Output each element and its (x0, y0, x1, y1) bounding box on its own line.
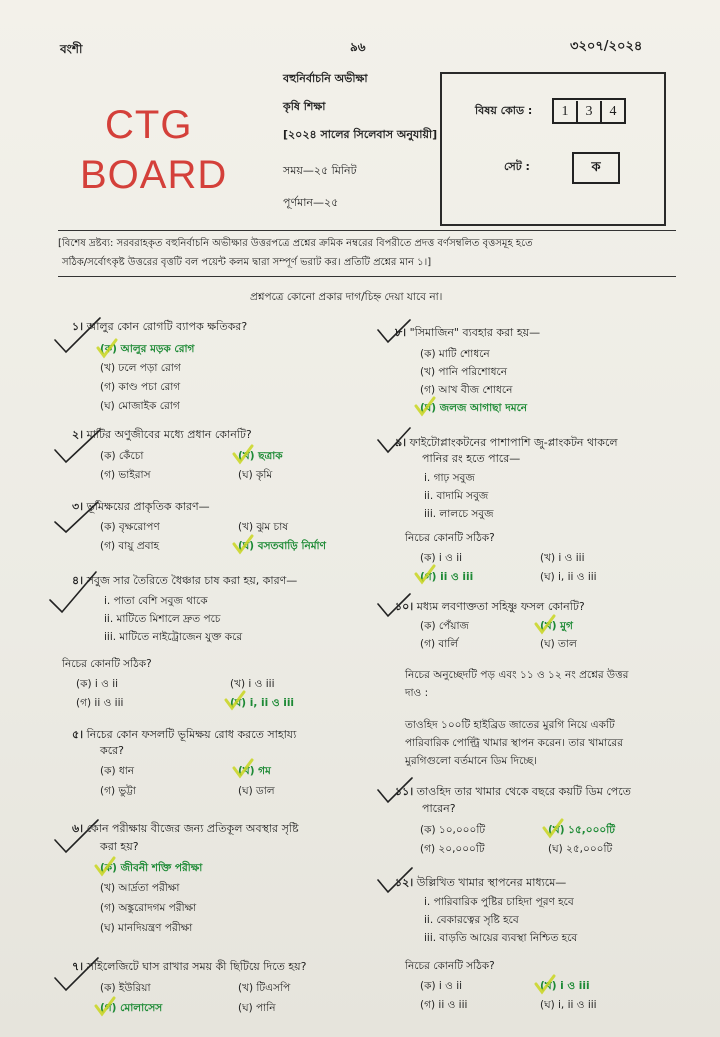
option: (ঘ) জলজ আগাছা দমনে (420, 402, 528, 414)
option: (খ) মুগ (540, 620, 573, 632)
instruction-line1: [বিশেষ দ্রষ্টব্য: সরবরাহকৃত বহুনির্বাচনি অভীক্ষার উত্তরপত্রে প্রশ্নের ক্রমিক নম্বরের বিপরীতে প্রদত্ত বর্ণসম্বলিত বৃত্তসমূহ হতে (58, 238, 533, 249)
answer-tick-icon (98, 340, 116, 356)
question-text: মধ্যম লবণাক্ততা সহিষ্ণু ফসল কোনটি? (416, 600, 585, 613)
logo-line2: BOARD (80, 153, 228, 197)
question-number: ১১। (395, 785, 414, 798)
question-text: উল্লিখিত খামার স্থাপনের মাধ্যমে— (416, 876, 567, 889)
answer-tick-icon (234, 760, 252, 776)
option: (ঘ) ২৫,০০০টি (548, 843, 613, 855)
option: (খ) i ও iii (540, 552, 585, 564)
option: (খ) ঝুম চাষ (238, 521, 289, 533)
question-text: তাওহিদ তার খামার থেকে বছরে কয়টি ডিম পেতে (416, 785, 631, 798)
option: (গ) কাণ্ড পচা রোগ (100, 381, 181, 393)
which-correct: নিচের কোনটি সঠিক? (405, 532, 495, 544)
question-number: ৬। (72, 822, 84, 835)
question-number: ২। (72, 428, 84, 441)
answer-tick-icon (234, 536, 252, 552)
question-text: আলুর কোন রোগটি ব্যাপক ক্ষতিকর? (86, 320, 248, 333)
option: (গ) মোলাসেস (100, 1002, 163, 1014)
option: (গ) অঙ্কুরোদগম পরীক্ষা (100, 902, 197, 914)
question-number: ১২। (395, 876, 414, 889)
question-text-cont: করা হয়? (100, 840, 139, 853)
question-text: ফাইটোপ্লাংকটনের পাশাপাশি জু-প্লাংকটন থাকলে (409, 436, 618, 449)
option: (ক) জীবনী শক্তি পরীক্ষা (100, 862, 203, 874)
option: (ঘ) পানি (238, 1002, 276, 1014)
option: (ঘ) i, ii ও iii (230, 697, 295, 709)
option: (খ) ঢলে পড়া রোগ (100, 362, 181, 374)
check-mark-icon (378, 320, 410, 342)
code-digit: 4 (609, 104, 617, 119)
statement: i. গাঢ় সবুজ (424, 472, 475, 484)
check-mark-icon (378, 868, 412, 892)
statement: ii. বাদামি সবুজ (424, 490, 489, 502)
option: (গ) ভাইরাস (100, 469, 151, 481)
board-short: বংশী (60, 42, 83, 56)
answer-tick-icon (234, 446, 252, 462)
set-label: সেট : (504, 160, 530, 173)
option: (গ) ভুট্টা (100, 785, 136, 797)
set-value: ক (572, 152, 620, 184)
question-text-cont: করে? (100, 744, 125, 757)
option: (ঘ) ডাল (238, 785, 275, 797)
question-number: ৫। (72, 728, 84, 741)
passage-line: তাওহিদ ১০০টি হাইব্রিড জাতের মুরগি নিয়ে একটি (405, 719, 615, 731)
answer-tick-icon (536, 976, 554, 992)
option: (ক) i ও ii (420, 552, 463, 564)
option: (ক) আলুর মড়ক রোগ (100, 343, 195, 355)
full-marks: পূর্ণমান—২৫ (283, 196, 339, 209)
option: (ঘ) মোজাইক রোগ (100, 400, 180, 412)
subject-code-label: বিষয় কোড : (475, 104, 533, 117)
check-mark-icon (378, 778, 412, 802)
option: (গ) বায়ু প্রবাহ (100, 540, 160, 552)
check-mark-icon (55, 502, 98, 532)
option: (ঘ) i, ii ও iii (540, 571, 597, 583)
option: (গ) আখ বীজ শোধনে (420, 384, 513, 396)
check-mark-icon (378, 428, 410, 452)
passage-instruction: নিচের অনুচ্ছেদটি পড় এবং ১১ ও ১২ নং প্রশ্নের উত্তর (405, 669, 629, 681)
code-digit: 1 (554, 101, 578, 123)
option: (খ) পানি পরিশোধনে (420, 366, 507, 378)
page-number: ৯৬ (350, 40, 366, 54)
option: (গ) ২০,০০০টি (420, 843, 485, 855)
question-text: নিচের কোন ফসলটি ভূমিক্ষয় রোধ করতে সাহায্য (86, 728, 297, 741)
question-number: ১। (72, 320, 84, 333)
option: (ক) পেঁয়াজ (420, 620, 469, 632)
option: (গ) ii ও iii (76, 697, 124, 709)
answer-tick-icon (416, 398, 434, 414)
statement: i. পাতা বেশি সবুজ থাকে (104, 595, 208, 607)
option: (ক) মাটি শোধনে (420, 348, 490, 360)
statement: iii. মাটিতে নাইট্রোজেন যুক্ত করে (104, 631, 243, 643)
check-mark-icon (55, 430, 100, 462)
question-number: ১০। (395, 600, 414, 613)
paper-code: ৩২০৭/২০২৪ (570, 39, 643, 54)
option: (গ) বার্লি (420, 638, 459, 650)
which-correct: নিচের কোনটি সঠিক? (62, 658, 152, 670)
option: (ক) ১০,০০০টি (420, 824, 486, 836)
option: (ঘ) কৃমি (238, 469, 273, 481)
answer-tick-icon (226, 692, 244, 708)
logo-line1: CTG (105, 103, 193, 147)
passage-line: পারিবারিক পোল্ট্রি খামার স্থাপন করেন। তার খামারের (405, 737, 623, 749)
passage-line: মুরগিগুলো বর্তমানে ডিম দিচ্ছে। (405, 755, 537, 767)
option: (খ) i ও iii (230, 678, 275, 690)
check-mark-icon (55, 958, 98, 990)
question-number: ৪। (72, 574, 84, 587)
question-text-cont: পারেন? (422, 802, 456, 815)
check-mark-icon (55, 318, 100, 352)
statement: ii. বেকারত্বের সৃষ্টি হবে (424, 914, 519, 926)
option: (ঘ) মানদিয়ন্ত্রণ পরীক্ষা (100, 922, 193, 934)
instruction-line2: সঠিক/সর্বোৎকৃষ্ট উত্তরের বৃত্তটি বল পয়েন্ট কলম দ্বারা সম্পূর্ণ ভরাট কর। প্রতিটি প্রশ্নের মান ১।] (62, 257, 432, 268)
check-mark-icon (50, 572, 96, 612)
statement: iii. লালচে সবুজ (424, 508, 494, 520)
option: (ক) ইউরিয়া (100, 982, 151, 994)
option: (ক) i ও ii (76, 678, 119, 690)
no-mark-note: প্রশ্নপত্রে কোনো প্রকার দাগ/চিহ্ন দেয়া যাবে না। (250, 291, 443, 303)
option: (ঘ) i, ii ও iii (540, 999, 597, 1011)
statement: iii. বাড়তি আয়ের ব্যবস্থা নিশ্চিত হবে (424, 932, 578, 944)
answer-tick-icon (96, 858, 114, 874)
option: (ঘ) তাল (540, 638, 577, 650)
code-digit: 3 (578, 101, 602, 123)
question-number: ৯। (395, 436, 407, 449)
question-text: সবুজ সার তৈরিতে ধৈঞ্চার চাষ করা হয়, কারণ— (86, 574, 298, 587)
option: (খ) ১৫,০০০টি (548, 824, 615, 836)
option: (খ) টিএসপি (238, 982, 291, 994)
check-mark-icon (55, 820, 98, 852)
question-text-cont: পানির রং হতে পারে— (422, 452, 521, 465)
option: (ক) বৃক্ষরোপণ (100, 521, 160, 533)
question-text: "সিমাজিন" ব্যবহার করা হয়— (409, 326, 541, 339)
statement: ii. মাটিতে মিশালে দ্রুত পচে (104, 613, 221, 625)
question-text: মাটির অণুজীবের মধ্যে প্রধান কোনটি? (86, 428, 252, 441)
syllabus-note: [২০২৪ সালের সিলেবাস অনুযায়ী] (283, 128, 438, 141)
question-number: ৭। (72, 960, 84, 973)
question-text: কোন পরীক্ষায় বীজের জন্য প্রতিকূল অবস্থার সৃষ্টি (86, 822, 299, 835)
answer-tick-icon (96, 998, 114, 1014)
option: (ক) কেঁচো (100, 450, 144, 462)
question-text: ভূমিক্ষয়ের প্রাকৃতিক কারণ— (86, 500, 210, 513)
time-allowed: সময়—২৫ মিনিট (283, 164, 357, 177)
answer-tick-icon (536, 616, 554, 632)
statement: i. পারিবারিক পুষ্টির চাহিদা পূরণ হবে (424, 896, 574, 908)
option: (ক) ধান (100, 765, 135, 777)
question-text: সাইলেজিটে ঘাস রাখার সময় কী ছিটিয়ে দিতে হয়? (86, 960, 307, 973)
option: (খ) i ও iii (540, 980, 590, 992)
check-mark-icon (378, 594, 410, 616)
subject-title: কৃষি শিক্ষা (283, 100, 326, 113)
option: (ঘ) বসতবাড়ি নির্মাণ (238, 540, 326, 552)
passage-instruction-cont: দাও : (405, 687, 429, 699)
answer-tick-icon (416, 566, 434, 582)
option: (ক) i ও ii (420, 980, 463, 992)
which-correct: নিচের কোনটি সঠিক? (405, 960, 495, 972)
option: (খ) গম (238, 765, 271, 777)
exam-type: বহুনির্বাচনি অভীক্ষা (283, 72, 368, 85)
option: (খ) ছত্রাক (238, 450, 283, 462)
option: (গ) ii ও iii (420, 571, 474, 583)
option: (গ) ii ও iii (420, 999, 468, 1011)
question-number: ৮। (395, 326, 407, 339)
option: (খ) আর্দ্রতা পরীক্ষা (100, 882, 180, 894)
question-number: ৩। (72, 500, 84, 513)
answer-tick-icon (544, 820, 562, 836)
